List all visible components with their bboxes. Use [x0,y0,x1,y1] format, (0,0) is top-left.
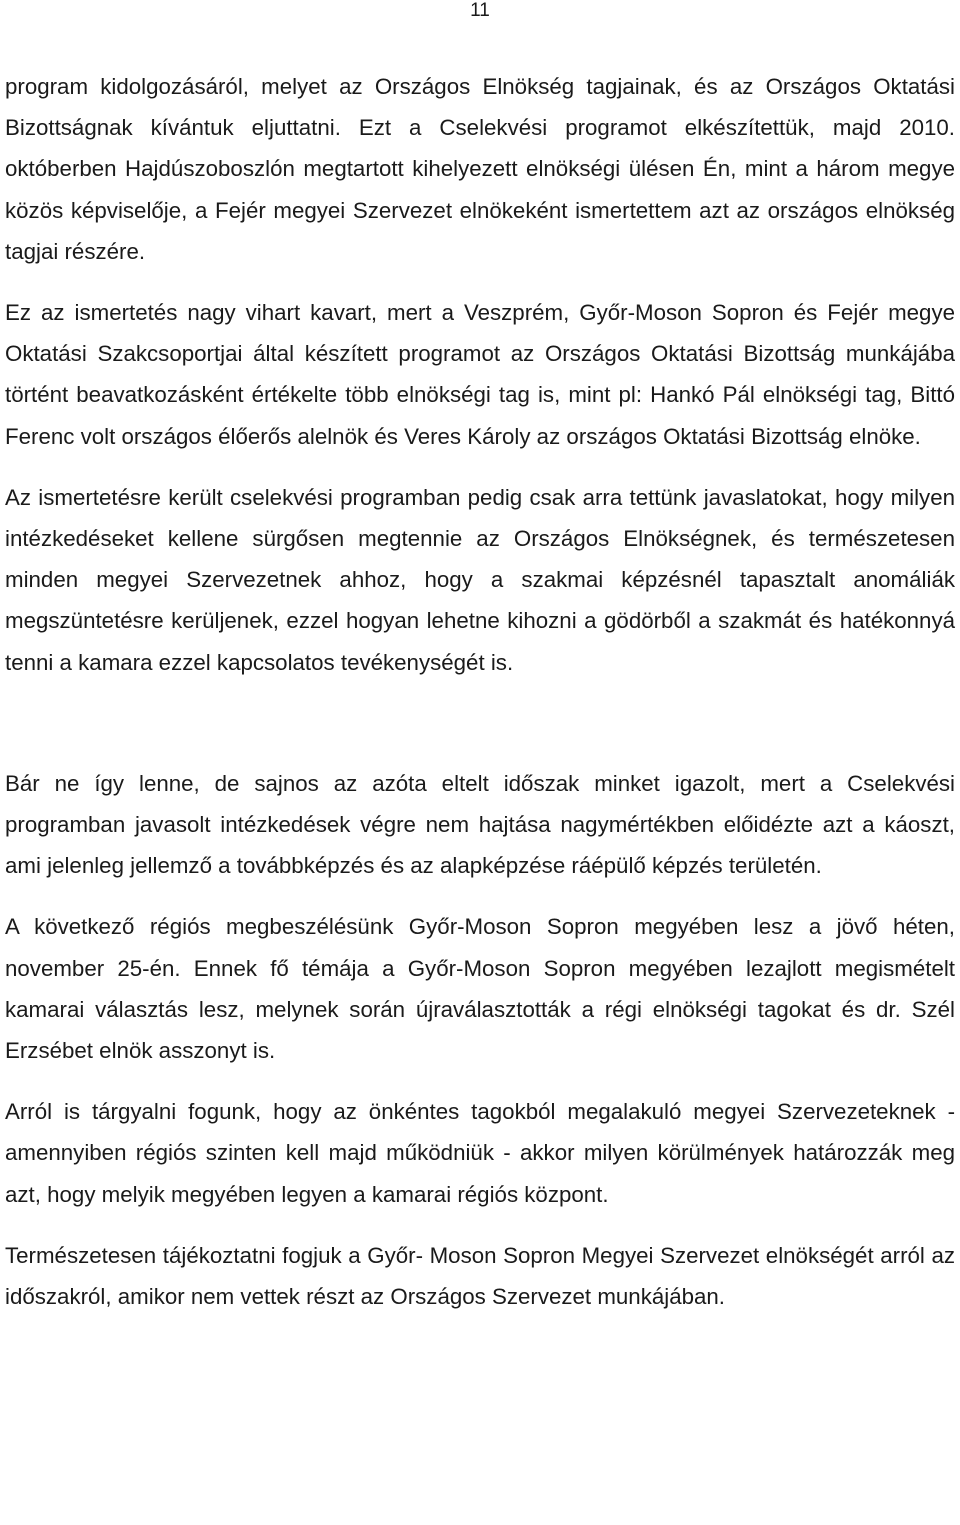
paragraph-6: Arról is tárgyalni fogunk, hogy az önkéntes tagokból megalakuló megyei Szervezeteknek - amennyiben régiós szinten kell majd működniük - akkor milyen körülmények határozzák meg azt, hogy melyik megyében legyen a kamarai régiós központ. [5,1099,955,1207]
paragraph-5: A következő régiós megbeszélésünk Győr-Moson Sopron megyében lesz a jövő héten, november 25-én. Ennek fő témája a Győr-Moson Sopron megyében lezajlott megismételt kamarai választás lesz, melynek során újraválasztották a régi elnökségi tagokat és dr. Szél Erzsébet elnök asszonyt is. [5,914,955,1064]
paragraph-7: Természetesen tájékoztatni fogjuk a Győr- Moson Sopron Megyei Szervezet elnökségét arról az időszakról, amikor nem vettek részt az Országos Szervezet munkájában. [5,1242,955,1310]
paragraph-4: Bár ne így lenne, de sajnos az azóta eltelt időszak minket igazolt, mert a Cselekvési programban javasolt intézkedések végre nem hajtása nagymértékben előidézte azt a káoszt, ami jelenleg jellemző a továbbképzés és az alapképzése ráépülő képzés területén. [5,770,955,879]
paragraph-1: program kidolgozásáról, melyet az Országos Elnökség tagjainak, és az Országos Oktatási Bizottságnak kívántuk eljuttatni. Ezt a Cselekvési programot elkészítettük, majd 2010. októberben Hajdúszoboszlón megtartott kihelyezett elnökségi ülésen Én, mint a három megye közös képviselője, a Fejér megyei Szervezet elnökeként ismertettem azt az országos elnökség tagjai részére. [5,74,955,264]
page-number: 11 [470,0,490,21]
paragraph-3: Az ismertetésre került cselekvési programban pedig csak arra tettünk javaslatokat, hogy milyen intézkedéseket kellene sürgősen megtennie az Országos Elnökségnek, és természetesen minden megyei Szervezetnek ahhoz, hogy a szakmai képzésnél tapasztalt anomáliák megszüntetésre kerüljenek, ezzel hogyan lehetne kihozni a gödörből a szakmát és hatékonnyá tenni a kamara ezzel kapcsolatos tevékenységét is. [5,484,955,675]
paragraph-2: Ez az ismertetés nagy vihart kavart, mert a Veszprém, Győr-Moson Sopron és Fejér megye Oktatási Szakcsoportjai által készített programot az Országos Oktatási Bizottság munkájába történt beavatkozásként értékelte több elnökségi tag is, mint pl: Hankó Pál elnökségi tag, Bittó Ferenc volt országos élőerős alelnök és Veres Károly az országos Oktatási Bizottság elnöke. [5,300,955,449]
document-body [5,66,955,1317]
